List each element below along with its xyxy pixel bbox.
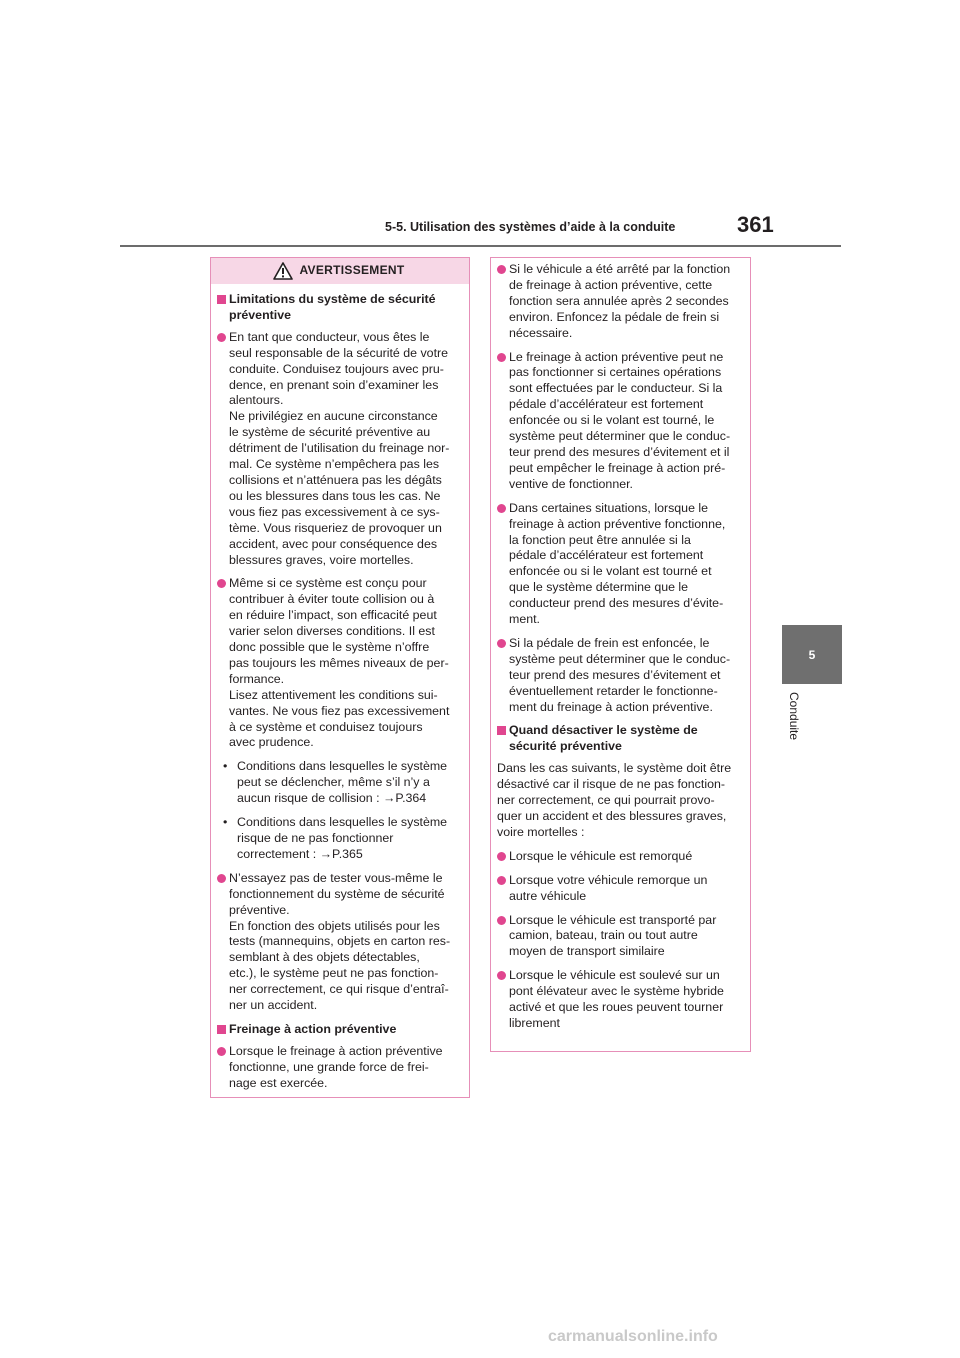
small-dot-icon: • bbox=[223, 759, 228, 774]
bullet-paragraph bbox=[497, 350, 742, 493]
chapter-label: Conduite bbox=[787, 692, 801, 741]
section-heading bbox=[497, 723, 742, 755]
text-line: peut se déclencher, même s’il n’y a bbox=[237, 775, 430, 790]
text-line: fonction sera annulée après 2 secondes bbox=[509, 293, 729, 308]
text-line: ment. bbox=[509, 612, 540, 627]
bullet-paragraph bbox=[217, 871, 461, 1014]
text-line: ventive de fonctionner. bbox=[509, 476, 633, 491]
text-line: freinage à action préventive fonctionne, bbox=[509, 516, 726, 531]
text-line: système peut déterminer que le conduc- bbox=[509, 651, 731, 666]
text-line: nécessaire. bbox=[509, 325, 573, 340]
text-line: vous fiez pas excessivement à ce sys- bbox=[229, 504, 440, 519]
dot-list-item bbox=[217, 815, 461, 863]
text-line: conducteur prend des mesures d’évite- bbox=[509, 596, 724, 611]
text-line: etc.), le système peut ne pas fonction- bbox=[229, 966, 439, 981]
text-line: Ne privilégiez en aucune circonstance bbox=[229, 409, 438, 424]
text-line: le système de sécurité préventive au bbox=[229, 425, 431, 440]
text-line: Si le véhicule a été arrêté par la fonction bbox=[509, 262, 731, 276]
text-line: Lorsque le freinage à action préventive bbox=[229, 1043, 443, 1058]
text-line: Le freinage à action préventive peut ne bbox=[509, 349, 724, 364]
text-line: correctement : →P.365 bbox=[237, 846, 363, 861]
text-line: Lisez attentivement les conditions sui- bbox=[229, 687, 438, 702]
text-line: camion, bateau, train ou tout autre bbox=[509, 928, 698, 943]
text-line: librement bbox=[509, 1015, 560, 1030]
text-line: avec prudence. bbox=[229, 735, 314, 750]
text-line: autre véhicule bbox=[509, 888, 587, 903]
text-line: mal. Ce système n’empêchera pas les bbox=[229, 457, 440, 472]
text-line: en réduire l’impact, son efficacité peut bbox=[229, 608, 437, 623]
text-line: tème. Vous risqueriez de provoquer un bbox=[229, 520, 442, 535]
text-line: Conditions dans lesquelles le système bbox=[237, 759, 448, 774]
text-line: pédale d’accélérateur est fortement bbox=[509, 397, 704, 412]
chapter-tab[interactable] bbox=[782, 625, 842, 684]
round-bullet-icon bbox=[217, 1047, 226, 1056]
bullet-paragraph bbox=[497, 501, 742, 628]
text-line: seul responsable de la sécurité de votre bbox=[229, 345, 449, 360]
text-line: ner correctement, ce qui risque d’entraî- bbox=[229, 982, 449, 997]
text-line: pédale d’accélérateur est fortement bbox=[509, 548, 704, 563]
text-line: collisions et n’atténuera pas les dégâts bbox=[229, 472, 442, 487]
text-line: sécurité préventive bbox=[509, 739, 622, 754]
text-line: En fonction des objets utilisés pour les bbox=[229, 918, 440, 933]
text-line: désactivé car il risque de ne pas fonction- bbox=[497, 777, 725, 792]
text-line: Si la pédale de frein est enfoncée, le bbox=[509, 635, 710, 650]
text-line: N’essayez pas de tester vous-même le bbox=[229, 870, 443, 885]
warning-box-left bbox=[210, 257, 470, 1098]
text-line: Quand désactiver le système de bbox=[509, 723, 698, 738]
bullet-paragraph bbox=[497, 913, 742, 961]
text-line: que le système détermine que le bbox=[509, 580, 689, 595]
text-line: ment du freinage à action préventive. bbox=[509, 699, 713, 714]
bullet-paragraph bbox=[217, 330, 461, 569]
text-line: accident, avec pour conséquence des bbox=[229, 536, 438, 551]
text-line: tests (mannequins, objets en carton res- bbox=[229, 934, 451, 949]
section-title: 5-5. Utilisation des systèmes d’aide à la conduite bbox=[385, 220, 676, 234]
text-line: fonctionnement du système de sécurité bbox=[229, 886, 445, 901]
header-divider bbox=[120, 245, 841, 247]
round-bullet-icon bbox=[217, 874, 226, 883]
watermark: carmanualsonline.info bbox=[548, 1328, 718, 1345]
warning-box-right bbox=[490, 257, 751, 1052]
text-line: varier selon diverses conditions. Il est bbox=[229, 624, 435, 639]
chapter-number: 5 bbox=[808, 647, 816, 662]
text-line: Lorsque le véhicule est transporté par bbox=[509, 912, 717, 927]
section-heading bbox=[217, 1022, 461, 1038]
bullet-paragraph bbox=[497, 262, 742, 342]
round-bullet-icon bbox=[497, 265, 506, 274]
warning-triangle-icon bbox=[273, 262, 293, 280]
text-line: blessures graves, voire mortelles. bbox=[229, 552, 414, 567]
text-line: Freinage à action préventive bbox=[229, 1021, 397, 1036]
text-line: préventive. bbox=[229, 902, 290, 917]
small-dot-icon: • bbox=[223, 815, 228, 830]
text-line: moyen de transport similaire bbox=[509, 944, 665, 959]
square-bullet-icon bbox=[217, 295, 226, 304]
text-line: Lorsque le véhicule est remorqué bbox=[509, 848, 693, 863]
section-heading bbox=[217, 292, 461, 324]
text-line: préventive bbox=[229, 307, 291, 322]
warning-content-left bbox=[211, 292, 469, 1092]
text-line: formance. bbox=[229, 671, 285, 686]
text-line: Dans les cas suivants, le système doit être bbox=[497, 761, 732, 776]
round-bullet-icon bbox=[497, 916, 506, 925]
bullet-paragraph bbox=[217, 576, 461, 751]
warning-content-right bbox=[491, 262, 750, 1032]
text-line: contribuer à éviter toute collision ou à bbox=[229, 592, 435, 607]
text-line: Conditions dans lesquelles le système bbox=[237, 815, 448, 830]
text-line: teur prend des mesures d’évitement et bbox=[509, 667, 721, 682]
text-line: vantes. Ne vous fiez pas excessivement bbox=[229, 703, 450, 718]
text-line: quer un accident et des blessures graves, bbox=[497, 809, 727, 823]
body-paragraph bbox=[497, 761, 742, 841]
round-bullet-icon bbox=[497, 852, 506, 861]
round-bullet-icon bbox=[497, 876, 506, 885]
text-line: Lorsque votre véhicule remorque un bbox=[509, 872, 708, 887]
round-bullet-icon bbox=[497, 639, 506, 648]
text-line: environ. Enfoncez la pédale de frein si bbox=[509, 309, 720, 324]
text-line: aucun risque de collision : →P.364 bbox=[237, 791, 427, 806]
text-line: semblant à des objets détectables, bbox=[229, 950, 420, 965]
warning-title: AVERTISSEMENT bbox=[299, 263, 405, 278]
text-line: ner un accident. bbox=[229, 998, 318, 1013]
text-line: pas toujours les mêmes niveaux de per- bbox=[229, 655, 449, 670]
text-line: pas fonctionner si certaines opérations bbox=[509, 365, 722, 380]
bullet-paragraph bbox=[497, 636, 742, 716]
text-line: dence, en prenant soin d’examiner les bbox=[229, 377, 439, 392]
text-line: à ce système et conduisez toujours bbox=[229, 719, 423, 734]
text-line: fonctionne, une grande force de frei- bbox=[229, 1059, 429, 1074]
text-line: éventuellement retarder le fonctionne- bbox=[509, 683, 718, 698]
text-line: conduite. Conduisez toujours avec pru- bbox=[229, 361, 444, 376]
round-bullet-icon bbox=[217, 579, 226, 588]
bullet-paragraph bbox=[217, 1044, 461, 1092]
text-line: système peut déterminer que le conduc- bbox=[509, 429, 731, 444]
text-line: En tant que conducteur, vous êtes le bbox=[229, 329, 430, 344]
square-bullet-icon bbox=[217, 1025, 226, 1034]
text-line: sont effectuées par le conducteur. Si la bbox=[509, 381, 723, 396]
round-bullet-icon bbox=[497, 971, 506, 980]
text-line: ou les blessures dans tous les cas. Ne bbox=[229, 488, 441, 503]
warning-header bbox=[211, 258, 469, 284]
text-line: pont élévateur avec le système hybride bbox=[509, 984, 724, 999]
square-bullet-icon bbox=[497, 726, 506, 735]
text-line: ner correctement, ce qui pourrait provo- bbox=[497, 793, 715, 808]
text-line: activé et que les roues peuvent tourner bbox=[509, 1000, 724, 1015]
bullet-paragraph bbox=[497, 968, 742, 1032]
text-line: de freinage à action préventive, cette bbox=[509, 277, 713, 292]
text-line: voire mortelles : bbox=[497, 824, 585, 839]
text-line: détriment de l’utilisation du freinage nor- bbox=[229, 441, 450, 456]
text-line: risque de ne pas fonctionner bbox=[237, 831, 394, 845]
bullet-paragraph bbox=[497, 849, 742, 865]
round-bullet-icon bbox=[497, 353, 506, 362]
bullet-paragraph bbox=[497, 873, 742, 905]
round-bullet-icon bbox=[217, 333, 226, 342]
text-line: alentours. bbox=[229, 393, 284, 408]
text-line: Lorsque le véhicule est soulevé sur un bbox=[509, 968, 720, 983]
page-number: 361 bbox=[737, 212, 774, 237]
text-line: nage est exercée. bbox=[229, 1075, 328, 1090]
text-line: Même si ce système est conçu pour bbox=[229, 576, 427, 591]
text-line: peut empêcher le freinage à action pré- bbox=[509, 460, 726, 475]
text-line: la fonction peut être annulée si la bbox=[509, 532, 691, 547]
round-bullet-icon bbox=[497, 504, 506, 513]
text-line: Limitations du système de sécurité bbox=[229, 292, 436, 306]
text-line: enfoncée ou si le volant est tourné, le bbox=[509, 413, 715, 428]
text-line: donc possible que le système n’offre bbox=[229, 640, 430, 655]
dot-list-item bbox=[217, 759, 461, 807]
text-line: enfoncée ou si le volant est tourné et bbox=[509, 564, 712, 579]
text-line: Dans certaines situations, lorsque le bbox=[509, 500, 709, 515]
text-line: teur prend des mesures d’évitement et il bbox=[509, 444, 730, 459]
